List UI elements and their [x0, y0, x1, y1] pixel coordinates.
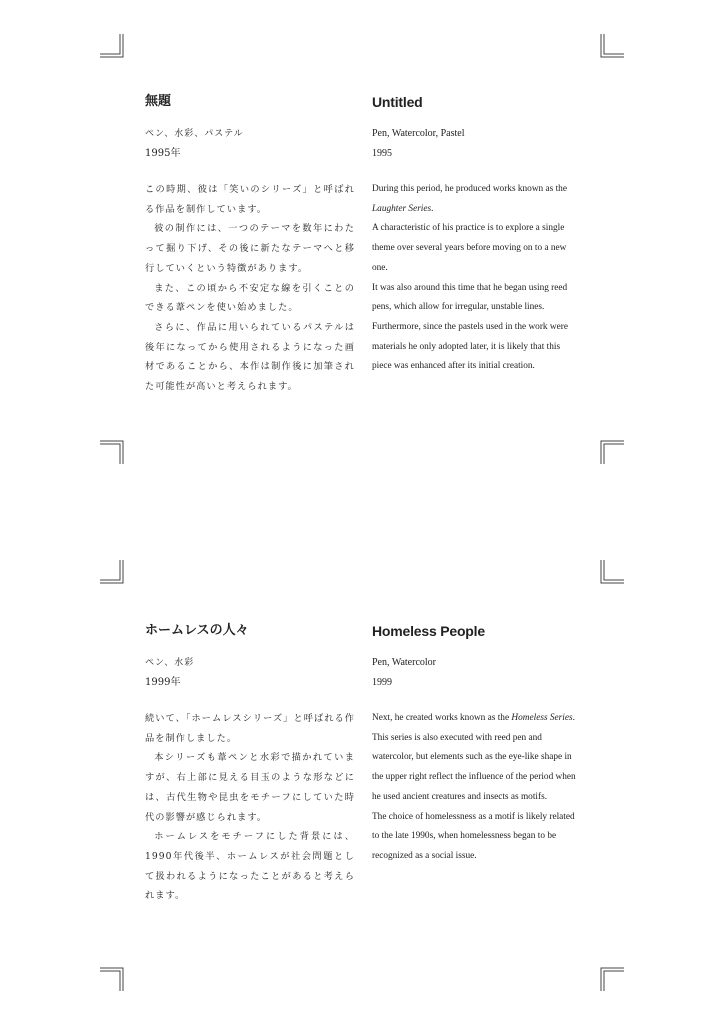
artwork-entry-english [372, 92, 582, 377]
paragraph-text: . [572, 713, 575, 723]
paragraph-text: During this period, he produced works known as the [372, 184, 567, 194]
artwork-medium: ペン、水彩 [145, 658, 195, 668]
artwork-description [145, 180, 355, 397]
artwork-entry-english [372, 621, 582, 867]
crop-mark-top-right [598, 34, 624, 60]
description-paragraph: ホームレスをモチーフにした背景には、1990年代後半、ホームレスが社会問題として扱われるようになったことがあると考えられます。 [145, 831, 355, 902]
description-paragraph: 本シリーズも葦ペンと水彩で描かれていますが、右上部に見える目玉のような形などには、古代生物や昆虫をモチーフにしていた時代の影響が感じられます。 [145, 752, 355, 823]
crop-mark-bottom-left [100, 965, 126, 991]
series-name: Laughter Series [372, 203, 432, 214]
crop-mark-bottom-right [598, 965, 624, 991]
paragraph-text: . [431, 203, 434, 214]
paragraph-text: Next, he created works known as the [372, 713, 512, 723]
artwork-medium: Pen, Watercolor [372, 657, 436, 668]
artwork-description [145, 709, 355, 906]
artwork-title: 無題 [145, 94, 172, 109]
artwork-medium: ペン、水彩、パステル [145, 129, 244, 139]
artwork-title: Untitled [372, 94, 423, 110]
crop-mark-bottom-right [598, 438, 624, 464]
description-paragraph: この時期、彼は「笑いのシリーズ」と呼ばれる作品を制作しています。 [145, 184, 355, 215]
artwork-year: 1995 [372, 148, 392, 159]
description-paragraph: 彼の制作には、一つのテーマを数年にわたって掘り下げ、その後に新たなテーマへと移行していくという特徴があります。 [145, 223, 355, 274]
description-paragraph: This series is also executed with reed pen and watercolor, but elements such as the eye-like shape in the upper right reflect the influence of the period when he used ancient creatures and insects as motifs. [372, 732, 576, 802]
crop-mark-top-left [100, 560, 126, 586]
crop-mark-top-right [598, 560, 624, 586]
description-paragraph: さらに、作品に用いられているパステルは後年になってから使用されるようになった画材であることから、本作は制作後に加筆された可能性が高いと考えられます。 [145, 321, 355, 393]
description-paragraph: また、この頃から不安定な線を引くことのできる葦ペンを使い始めました。 [145, 282, 355, 314]
description-paragraph [372, 180, 582, 219]
description-paragraph: The choice of homelessness as a motif is likely related to the late 1990s, when homelessness began to be recognized as a social issue. [372, 811, 575, 861]
artwork-title: Homeless People [372, 623, 485, 639]
crop-mark-top-left [100, 34, 126, 60]
description-paragraph: 続いて、「ホームレスシリーズ」と呼ばれる作品を制作しました。 [145, 713, 355, 744]
artwork-year: 1999年 [145, 677, 181, 688]
artwork-description [372, 180, 582, 377]
artwork-medium: Pen, Watercolor, Pastel [372, 128, 465, 139]
description-paragraph: Furthermore, since the pastels used in the work were materials he only adopted later, it is likely that this piece was enhanced after its initial creation. [372, 321, 568, 372]
artwork-year: 1995年 [145, 148, 181, 159]
artwork-title: ホームレスの人々 [145, 623, 249, 638]
artwork-entry-japanese [145, 92, 355, 397]
artwork-description [372, 709, 582, 867]
series-name: Homeless Series [511, 713, 573, 723]
description-paragraph: It was also around this time that he began using reed pens, which allow for irregular, unstable lines. [372, 282, 568, 313]
artwork-year: 1999 [372, 677, 392, 688]
description-paragraph: A characteristic of his practice is to explore a single theme over several years before moving on to a new one. [372, 223, 567, 273]
artwork-entry-japanese [145, 621, 355, 906]
crop-mark-bottom-left [100, 438, 126, 464]
description-paragraph [372, 709, 582, 729]
